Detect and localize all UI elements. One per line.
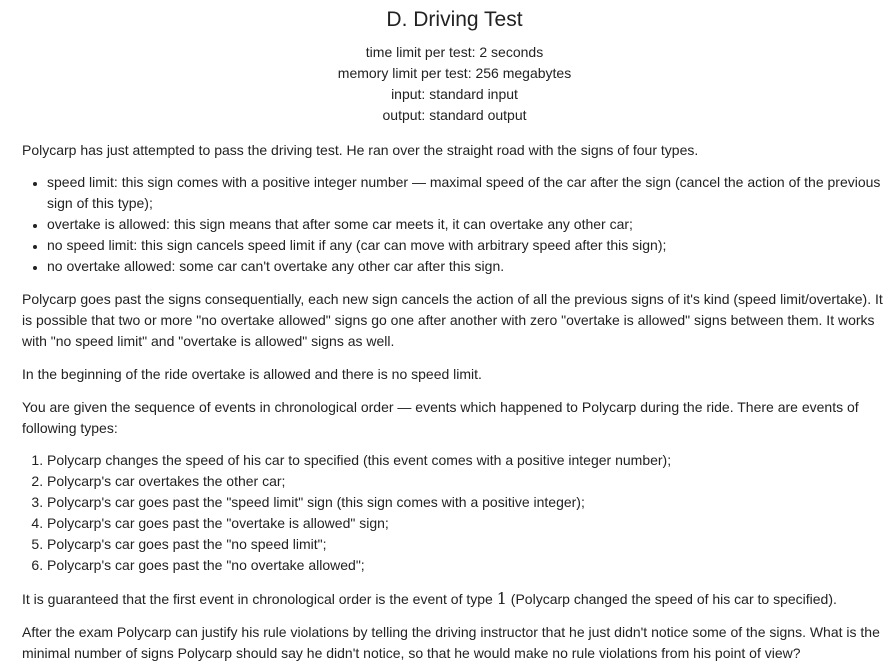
time-limit: time limit per test: 2 seconds bbox=[365, 44, 544, 60]
memory-limit: memory limit per test: 256 megabytes bbox=[337, 65, 572, 81]
problem-title: D. Driving Test bbox=[386, 8, 523, 31]
list-item: • speed limit: this sign comes with a positive integer number — maximal speed of the car after the sign (cancel the action of the previous sign of this type); bbox=[47, 172, 884, 214]
sign-types-list bbox=[22, 172, 884, 277]
list-item: 2. Polycarp's car overtakes the other car; bbox=[47, 471, 884, 492]
list-item: • no overtake allowed: some car can't overtake any other car after this sign. bbox=[47, 256, 884, 277]
guarantee-text-before: It is guaranteed that the first event in chronological order is the event of type bbox=[22, 591, 497, 607]
list-item: • overtake is allowed: this sign means that after some car meets it, it can overtake any other car; bbox=[47, 214, 884, 235]
output-file: output: standard output bbox=[382, 107, 527, 123]
signs-paragraph: Polycarp goes past the signs consequentially, each new sign cancels the action of all the previous signs of it's kind (speed limit/overtake). It is possible that two or more "no overtake allowed" signs go one after another with zero "overtake is allowed" signs between them. It works with "no speed limit" and "overtake is allowed" signs as well. bbox=[22, 291, 883, 349]
list-item: 1. Polycarp changes the speed of his car to specified (this event comes with a positive integer number); bbox=[47, 450, 884, 471]
beginning-paragraph: In the beginning of the ride overtake is allowed and there is no speed limit. bbox=[22, 366, 482, 382]
list-item: 4. Polycarp's car goes past the "overtake is allowed" sign; bbox=[47, 513, 884, 534]
input-file: input: standard input bbox=[391, 86, 518, 102]
list-item: • no speed limit: this sign cancels speed limit if any (car can move with arbitrary speed after this sign); bbox=[47, 235, 884, 256]
guarantee-text-after: (Polycarp changed the speed of his car to specified). bbox=[506, 591, 837, 607]
guarantee-paragraph bbox=[22, 588, 884, 610]
statement-body bbox=[22, 140, 892, 664]
event-types-list bbox=[22, 450, 884, 576]
events-paragraph: You are given the sequence of events in chronological order — events which happened to Polycarp during the ride. There are events of following types: bbox=[22, 399, 859, 436]
intro-paragraph: Polycarp has just attempted to pass the driving test. He ran over the straight road with the signs of four types. bbox=[22, 142, 699, 158]
list-item: 5. Polycarp's car goes past the "no speed limit"; bbox=[47, 534, 884, 555]
list-item: 6. Polycarp's car goes past the "no overtake allowed"; bbox=[47, 555, 884, 576]
problem-header bbox=[22, 6, 887, 126]
question-paragraph: After the exam Polycarp can justify his rule violations by telling the driving instructor that he just didn't notice some of the signs. What is the minimal number of signs Polycarp should say he didn't notice, so that he would make no rule violations from his point of view? bbox=[22, 624, 880, 661]
list-item: 3. Polycarp's car goes past the "speed limit" sign (this sign comes with a positive integer); bbox=[47, 492, 884, 513]
event-type-number: 1 bbox=[496, 589, 507, 608]
